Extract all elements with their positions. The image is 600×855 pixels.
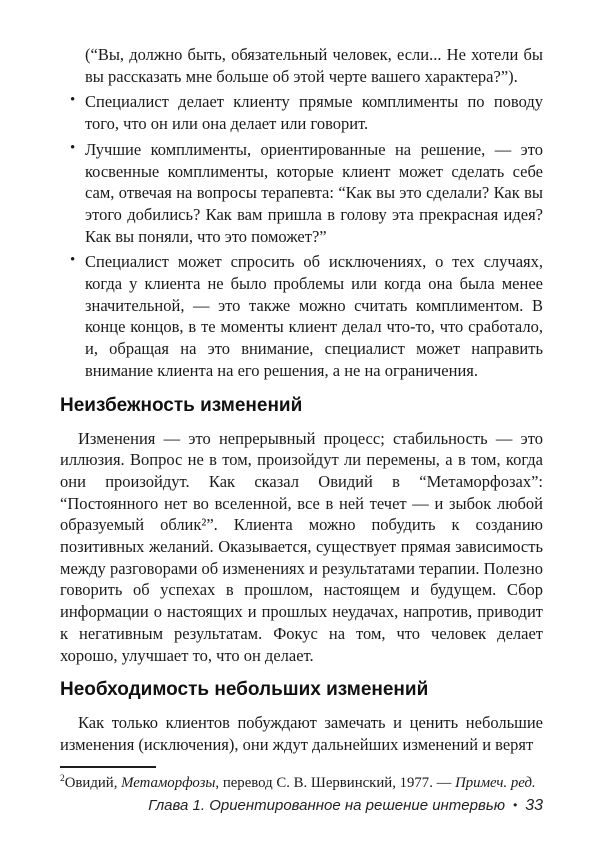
bullet-icon: • bbox=[70, 139, 76, 156]
footnote-marker: 2 bbox=[60, 773, 65, 784]
footnote bbox=[60, 774, 543, 793]
footnote-text: Овидий, bbox=[64, 774, 122, 791]
quote-continuation-text: (“Вы, должно быть, обязательный человек, если... Не хотели бы вы рассказать мне больше об этой черте вашего характера?”). bbox=[85, 45, 543, 86]
bullet-icon: • bbox=[70, 92, 76, 109]
footnote-text: , перевод С. В. Шервинский, 1977. — bbox=[215, 774, 456, 791]
page-footer bbox=[60, 797, 543, 815]
body-paragraph: Как только клиентов побуждают замечать и ценить небольшие изменения (исключения), они ждут дальнейших изменений и верят bbox=[60, 713, 543, 754]
body-paragraph: Изменения — это непрерывный процесс; стабильность — это иллюзия. Вопрос не в том, произойдут ли перемены, а в том, когда они произойдут. Как сказал Овидий в “Метаморфозах”: “Постоянного нет во вселенной, все в ней течет — и зыбок любой образуемый облик²”. Клиента можно побудить к созданию позитивных желаний. Оказывается, существует прямая зависимость между разговорами об изменениях и результатами терапии. Полезно говорить об успехах в прошлом, настоящем и будущем. Сбор информации о настоящих и прошлых неудачах, напротив, приводит к негативным результатам. Фокус на том, что человек делает хорошо, улучшает то, что он делает. bbox=[60, 428, 543, 665]
section-heading-need-for-small-changes: Необходимость небольших изменений bbox=[60, 679, 429, 701]
bullet-item-text: Специалист делает клиенту прямые комплименты по поводу того, что он или она делает или говорит. bbox=[85, 92, 543, 134]
page-content bbox=[60, 44, 543, 793]
bullet-item bbox=[60, 251, 543, 381]
bullet-item bbox=[60, 139, 543, 248]
footnote-editor-note: Примеч. ред. bbox=[455, 774, 536, 791]
footer-bullet-icon: • bbox=[513, 798, 518, 812]
page-number: 33 bbox=[525, 797, 543, 814]
section-heading-inevitability-of-change: Неизбежность изменений bbox=[60, 394, 303, 416]
running-title: Глава 1. Ориентированное на решение интервью bbox=[148, 797, 505, 814]
quote-continuation-paragraph bbox=[85, 44, 543, 87]
bullet-item bbox=[60, 91, 543, 134]
bullet-item-text: Лучшие комплименты, ориентированные на решение, — это косвенные комплименты, которые клиент может сделать себе сам, отвечая на вопросы терапевта: “Как вы это сделали? Как вы этого добились? Как вам пришла в голову эта прекрасная идея? Как вы поняли, что это поможет?” bbox=[85, 139, 543, 246]
footnote-book-title: Метаморфозы bbox=[121, 774, 216, 791]
bullet-item-text: Специалист может спросить об исключениях, о тех случаях, когда у клиента не было проблемы или когда она была менее значительной, — это также можно считать комплиментом. В конце концов, в те моменты клиент делал что-то, что сработало, и, обращая на это внимание, специалист может направить внимание клиента на его решения, а не на ограничения. bbox=[85, 252, 543, 380]
bullet-list bbox=[60, 91, 543, 381]
footnote-divider bbox=[60, 766, 156, 768]
bullet-icon: • bbox=[70, 252, 76, 269]
